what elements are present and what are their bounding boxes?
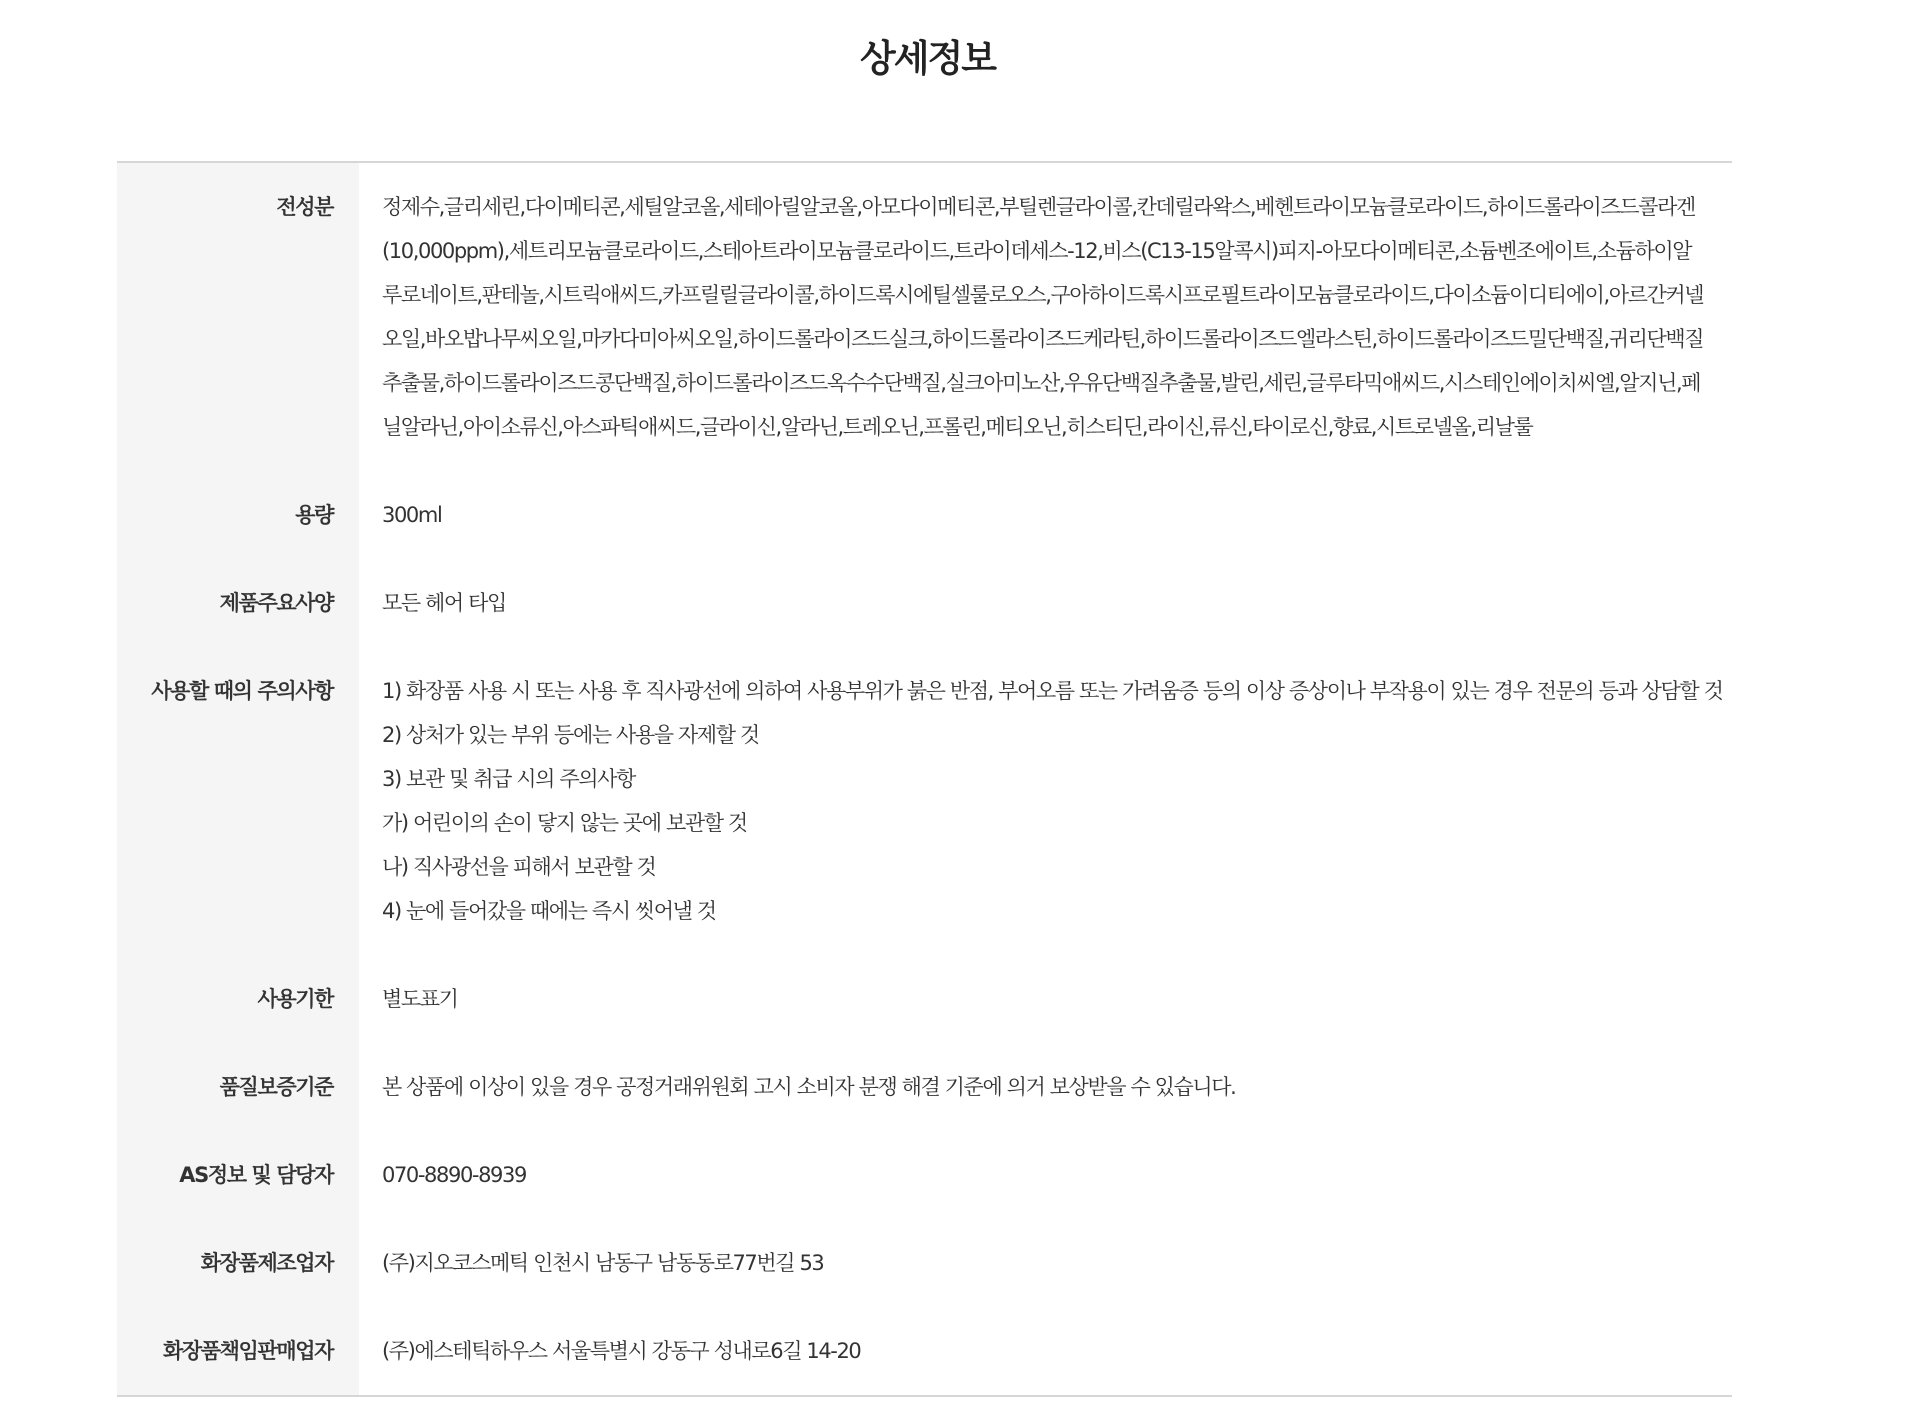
row-label-quality-guarantee: 품질보증기준 — [117, 1043, 359, 1131]
row-label-main-spec: 제품주요사양 — [117, 559, 359, 647]
caution-line: 4) 눈에 들어갔을 때에는 즉시 씻어낼 것 — [382, 899, 716, 923]
row-value-distributor: (주)에스테틱하우스 서울특별시 강동구 성내로6길 14-20 — [382, 1339, 861, 1363]
page-title: 상세정보 — [860, 37, 995, 80]
row-label-ingredients: 전성분 — [117, 162, 359, 471]
row-label-cautions: 사용할 때의 주의사항 — [117, 647, 359, 955]
product-detail-table — [117, 161, 1732, 1397]
row-value-ingredients: 정제수,글리세린,다이메티콘,세틸알코올,세테아릴알코올,아모다이메티콘,부틸렌글라이콜,칸데릴라왁스,베헨트라이모늄클로라이드,하이드롤라이즈드콜라겐(10,000ppm),세트리모늄클로라이드,스테아트라이모늄클로라이드,트라이데세스-12,비스(C13-15알콕시)피지-아모다이메티콘,소듐벤조에이트,소듐하이알루로네이트,판테놀,시트릭애씨드,카프릴릴글라이콜,하이드록시에틸셀룰로오스,구아하이드록시프로필트라이모늄클로라이드,다이소듐이디티에이,아르간커넬오일,바오밥나무씨오일,마카다미아씨오일,하이드롤라이즈드실크,하이드롤라이즈드케라틴,하이드롤라이즈드엘라스틴,하이드롤라이즈드밀단백질,귀리단백질추출물,하이드롤라이즈드콩단백질,하이드롤라이즈드옥수수단백질,실크아미노산,우유단백질추출물,발린,세린,글루타믹애씨드,시스테인에이치씨엘,알지닌,페닐알라닌,아이소류신,아스파틱애씨드,글라이신,알라닌,트레오닌,프롤린,메티오닌,히스티딘,라이신,류신,타이로신,향료,시트로넬올,리날룰 — [382, 195, 1704, 439]
caution-line: 나) 직사광선을 피해서 보관할 것 — [382, 855, 656, 879]
table-row-expiry — [117, 955, 1732, 1043]
row-value-expiry: 별도표기 — [382, 987, 458, 1011]
row-label-distributor: 화장품책임판매업자 — [117, 1307, 359, 1396]
table-row-cautions — [117, 647, 1732, 955]
table-row-volume — [117, 471, 1732, 559]
caution-line: 1) 화장품 사용 시 또는 사용 후 직사광선에 의하여 사용부위가 붉은 반점, 부어오름 또는 가려움증 등의 이상 증상이나 부작용이 있는 경우 전문의 등과 상담할 것 — [382, 679, 1723, 703]
row-label-as-contact: AS정보 및 담당자 — [117, 1131, 359, 1219]
caution-line: 2) 상처가 있는 부위 등에는 사용을 자제할 것 — [382, 723, 759, 747]
table-row-ingredients — [117, 162, 1732, 471]
row-label-expiry: 사용기한 — [117, 955, 359, 1043]
table-row-distributor — [117, 1307, 1732, 1396]
row-value-cautions — [359, 647, 1732, 955]
table-row-quality-guarantee — [117, 1043, 1732, 1131]
row-value-main-spec: 모든 헤어 타입 — [382, 591, 506, 615]
caution-line: 가) 어린이의 손이 닿지 않는 곳에 보관할 것 — [382, 811, 747, 835]
row-value-as-contact: 070-8890-8939 — [382, 1163, 526, 1187]
row-value-manufacturer: (주)지오코스메틱 인천시 남동구 남동동로77번길 53 — [382, 1251, 824, 1275]
table-row-manufacturer — [117, 1219, 1732, 1307]
caution-line: 3) 보관 및 취급 시의 주의사항 — [382, 767, 635, 791]
table-row-as-contact — [117, 1131, 1732, 1219]
table-row-main-spec — [117, 559, 1732, 647]
row-label-manufacturer: 화장품제조업자 — [117, 1219, 359, 1307]
row-value-volume: 300ml — [382, 503, 442, 527]
row-label-volume: 용량 — [117, 471, 359, 559]
row-value-quality-guarantee: 본 상품에 이상이 있을 경우 공정거래위원회 고시 소비자 분쟁 해결 기준에 의거 보상받을 수 있습니다. — [382, 1075, 1236, 1099]
